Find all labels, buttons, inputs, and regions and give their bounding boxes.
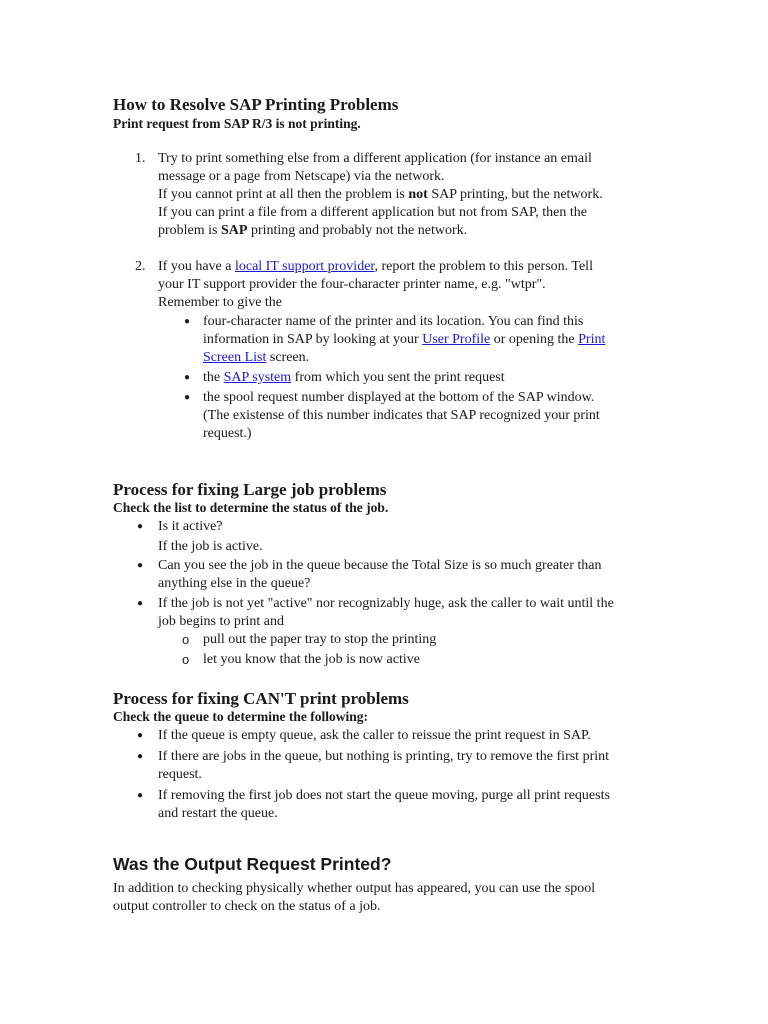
list1-line-5: problem is SAP printing and probably not the network. (158, 223, 468, 238)
output-paragraph-line1: In addition to checking physically whether output has appeared, you can use the spool (113, 881, 596, 896)
list1-line-2: message or a page from Netscape) via the network. (158, 169, 445, 184)
list-number-2: 2. (135, 259, 146, 274)
bullet-icon: ● (137, 790, 144, 801)
list1-line-1: Try to print something else from a different application (for instance an email (158, 151, 592, 166)
large-job-heading: Process for fixing Large job problems (113, 480, 387, 499)
bold-sap: SAP (221, 223, 248, 238)
large-item-1b: If the job is active. (158, 539, 263, 554)
circle-bullet-icon: o (182, 652, 190, 667)
list2-line-3: Remember to give the (158, 295, 283, 310)
page-subtitle: Print request from SAP R/3 is not printing. (113, 116, 361, 131)
cant-item-1: If the queue is empty queue, ask the caller to reissue the print request in SAP. (158, 728, 591, 743)
large-subitem-1: pull out the paper tray to stop the printing (203, 632, 437, 647)
local-it-support-link[interactable]: local IT support provider (234, 259, 375, 274)
cant-print-subheading: Check the queue to determine the following: (113, 709, 368, 724)
user-profile-link[interactable]: User Profile (422, 332, 491, 347)
list2-bullet1-line2: information in SAP by looking at your User Profile or opening the Print (203, 332, 606, 347)
bullet-icon: ● (137, 730, 144, 741)
cant-print-heading: Process for fixing CAN'T print problems (113, 689, 409, 708)
bullet-icon: ● (184, 372, 191, 383)
bold-not: not (408, 187, 428, 202)
sap-system-link[interactable]: SAP system (223, 370, 292, 385)
list2-line-2: your IT support provider the four-character printer name, e.g. "wtpr". (158, 277, 546, 292)
list2-bullet3-line1: the spool request number displayed at the bottom of the SAP window. (203, 390, 595, 405)
bullet-icon: ● (137, 751, 144, 762)
list2-bullet2: the SAP system from which you sent the print request (203, 370, 505, 385)
bullet-icon: ● (184, 316, 191, 327)
cant-item-3a: If removing the first job does not start the queue moving, purge all print requests (158, 788, 610, 803)
bullet-icon: ● (184, 392, 191, 403)
large-job-subheading: Check the list to determine the status of the job. (113, 500, 389, 515)
large-item-2a: Can you see the job in the queue because the Total Size is so much greater than (158, 558, 602, 573)
output-paragraph-line2: output controller to check on the status of a job. (113, 899, 381, 914)
list2-bullet1-line1: four-character name of the printer and its location. You can find this (203, 314, 584, 329)
list1-line-4: If you can print a file from a different application but not from SAP, then the (158, 205, 587, 220)
bullet-icon: ● (137, 521, 144, 532)
cant-item-3b: and restart the queue. (158, 806, 278, 821)
cant-item-2a: If there are jobs in the queue, but nothing is printing, try to remove the first print (158, 749, 610, 764)
list2-bullet3-line2: (The existense of this number indicates that SAP recognized your print (203, 408, 600, 423)
list2-line-1: If you have a local IT support provider, report the problem to this person. Tell (158, 259, 593, 274)
cant-item-2b: request. (158, 767, 202, 782)
list1-line-3: If you cannot print at all then the problem is not SAP printing, but the network. (158, 187, 603, 202)
circle-bullet-icon: o (182, 632, 190, 647)
list-number-1: 1. (135, 151, 146, 166)
list2-bullet3-line3: request.) (203, 426, 252, 441)
large-item-3b: job begins to print and (158, 614, 284, 629)
print-screen-list-link-a[interactable]: Print (578, 332, 606, 347)
bullet-icon: ● (137, 598, 144, 609)
large-item-2b: anything else in the queue? (158, 576, 311, 591)
bullet-icon: ● (137, 560, 144, 571)
list2-bullet1-line3: Screen List screen. (203, 350, 310, 365)
large-item-1: Is it active? (158, 519, 223, 534)
page-title: How to Resolve SAP Printing Problems (113, 95, 399, 114)
large-item-3a: If the job is not yet "active" nor recognizably huge, ask the caller to wait until the (158, 596, 614, 611)
large-subitem-2: let you know that the job is now active (203, 652, 420, 667)
print-screen-list-link-b[interactable]: Screen List (203, 350, 267, 365)
output-heading: Was the Output Request Printed? (113, 854, 392, 874)
